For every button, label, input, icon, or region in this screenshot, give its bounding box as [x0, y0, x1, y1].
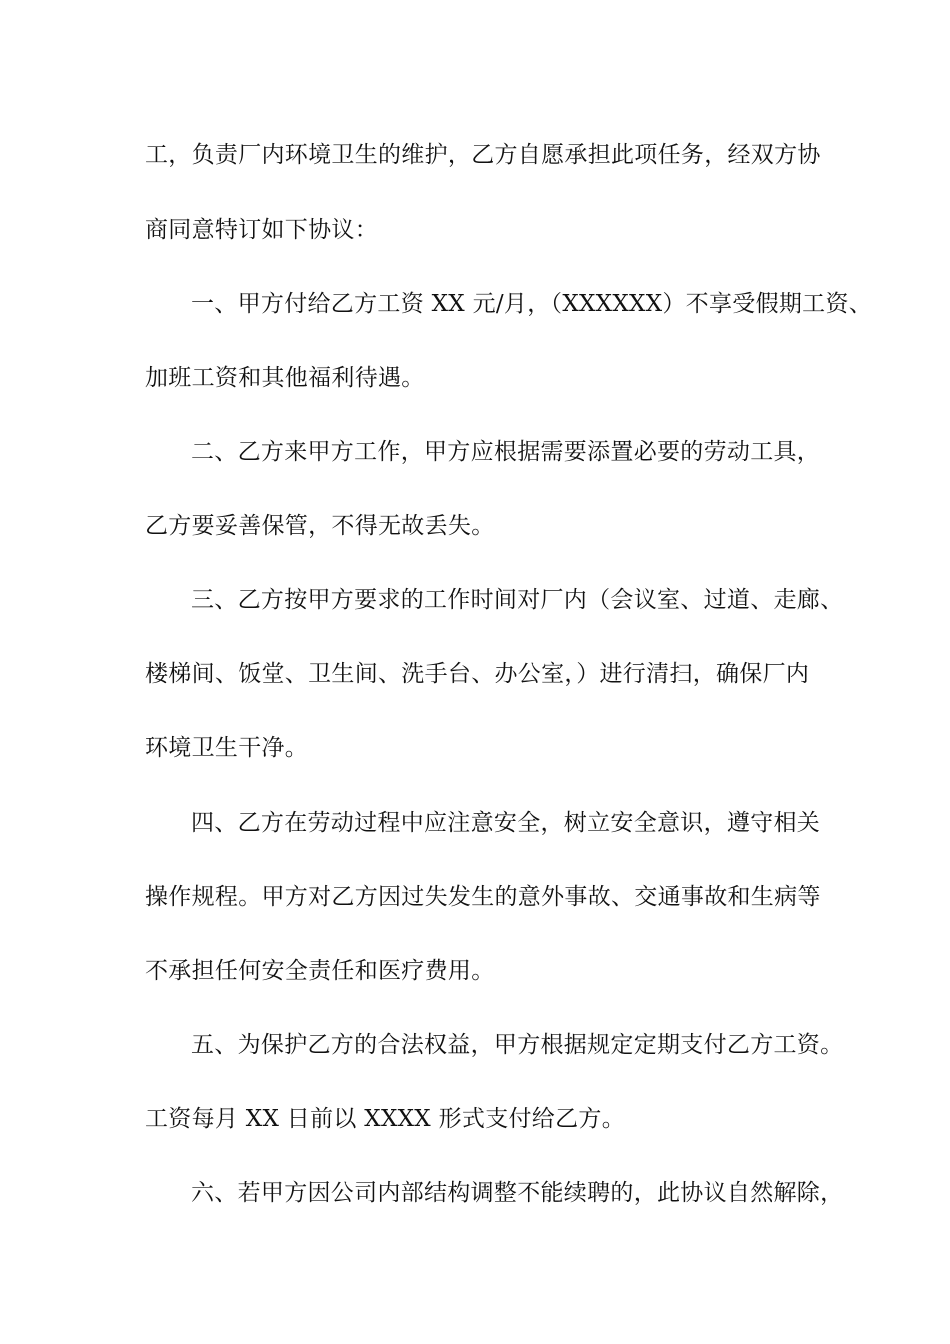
text-line: 楼梯间、饭堂、卫生间、洗手台、办公室，）进行清扫，确保厂内 — [145, 661, 810, 687]
text-line: 不承担任何安全责任和医疗费用。 — [145, 958, 495, 984]
text-line: 乙方要妥善保管，不得无故丢失。 — [145, 513, 495, 539]
clause-3-line: 三、乙方按甲方要求的工作时间对厂内（会议室、过道、走廊、 — [191, 587, 844, 613]
text-line: 加班工资和其他福利待遇。 — [145, 365, 425, 391]
text-line: 工资每月 XX 日前以 XXXX 形式支付给乙方。 — [145, 1106, 625, 1132]
text-line: 环境卫生干净。 — [145, 735, 309, 761]
text-line: 工，负责厂内环境卫生的维护，乙方自愿承担此项任务，经双方协 — [145, 142, 821, 168]
clause-4-line: 四、乙方在劳动过程中应注意安全，树立安全意识，遵守相关 — [191, 810, 821, 836]
text-line: 商同意特订如下协议： — [145, 217, 378, 243]
clause-2-line: 二、乙方来甲方工作，甲方应根据需要添置必要的劳动工具， — [191, 439, 821, 465]
clause-1-line: 一、甲方付给乙方工资 XX 元/月，（XXXXXX）不享受假期工资、 — [191, 291, 873, 317]
clause-6-line: 六、若甲方因公司内部结构调整不能续聘的，此协议自然解除， — [191, 1180, 844, 1206]
text-line: 操作规程。甲方对乙方因过失发生的意外事故、交通事故和生病等 — [145, 884, 821, 910]
clause-5-line: 五、为保护乙方的合法权益，甲方根据规定定期支付乙方工资。 — [191, 1032, 844, 1058]
